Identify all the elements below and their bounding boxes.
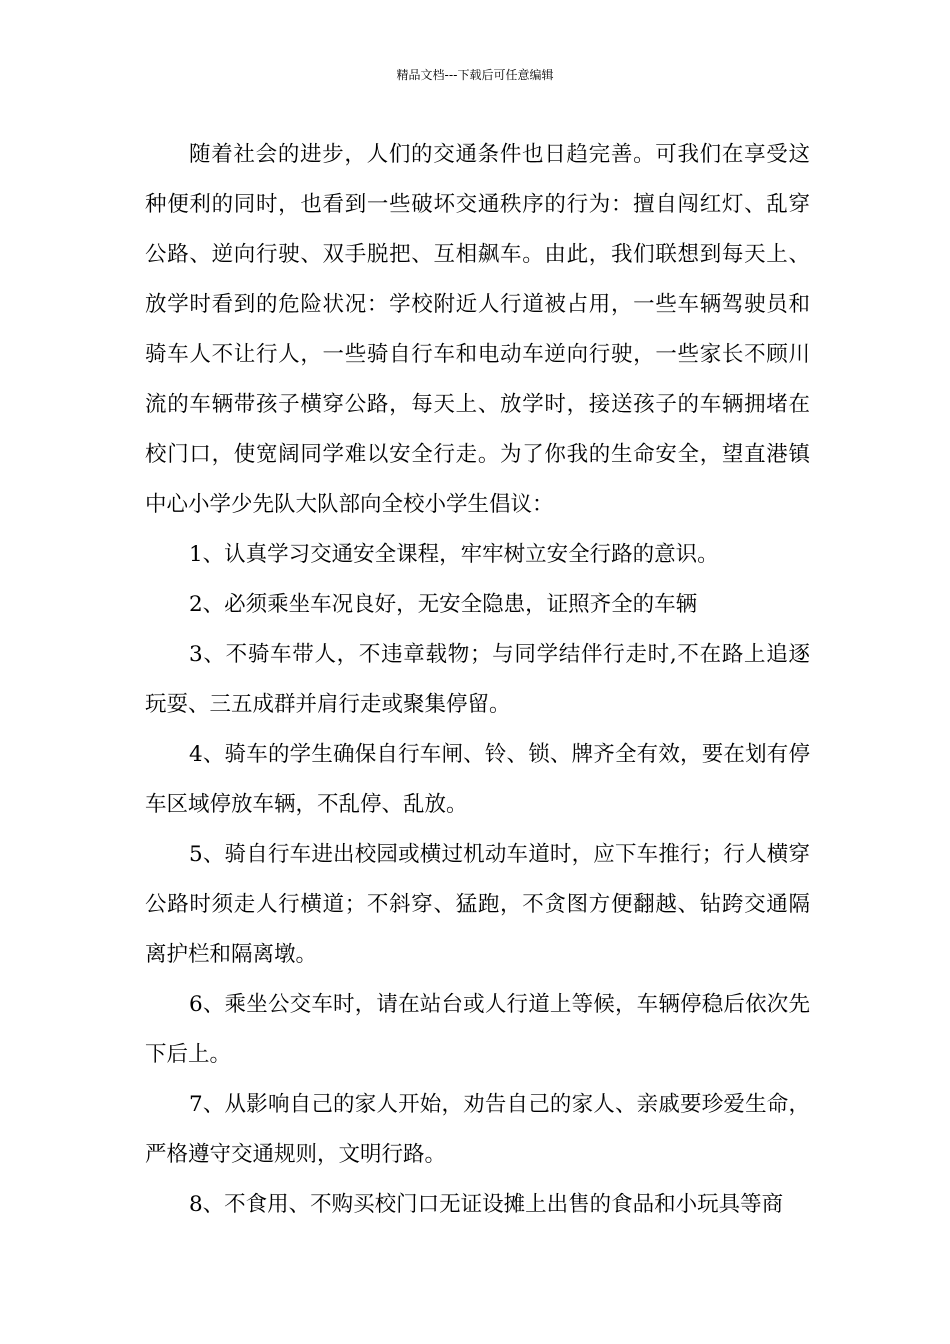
proposal-item-5: 5、骑自行车进出校园或横过机动车道时，应下车推行；行人横穿公路时须走人行横道；不斜穿、猛跑，不贪图方便翻越、钻跨交通隔离护栏和隔离墩。 <box>145 842 810 967</box>
proposal-item-1: 1、认真学习交通安全课程，牢牢树立安全行路的意识。 <box>189 542 719 567</box>
document-body <box>145 130 810 1230</box>
intro-paragraph: 随着社会的进步，人们的交通条件也日趋完善。可我们在享受这种便利的同时，也看到一些破坏交通秩序的行为：擅自闯红灯、乱穿公路、逆向行驶、双手脱把、互相飙车。由此，我们联想到每天上、放学时看到的危险状况：学校附近人行道被占用，一些车辆驾驶员和骑车人不让行人，一些骑自行车和电动车逆向行驶，一些家长不顾川流的车辆带孩子横穿公路，每天上、放学时，接送孩子的车辆拥堵在校门口，使宽阔同学难以安全行走。为了你我的生命安全，望直港镇中心小学少先队大队部向全校小学生倡议： <box>145 142 810 517</box>
proposal-item-3: 3、不骑车带人，不违章载物；与同学结伴行走时,不在路上追逐玩耍、三五成群并肩行走或聚集停留。 <box>145 642 810 717</box>
page-header: 精品文档---下载后可任意编辑 <box>396 68 554 82</box>
proposal-item-8: 8、不食用、不购买校门口无证设摊上出售的食品和小玩具等商 <box>189 1192 784 1217</box>
proposal-item-7: 7、从影响自己的家人开始，劝告自己的家人、亲戚要珍爱生命，严格遵守交通规则，文明行路。 <box>145 1092 810 1167</box>
proposal-item-4: 4、骑车的学生确保自行车闸、铃、锁、牌齐全有效，要在划有停车区域停放车辆，不乱停、乱放。 <box>145 742 810 817</box>
proposal-item-6: 6、乘坐公交车时，请在站台或人行道上等候，车辆停稳后依次先下后上。 <box>145 992 810 1067</box>
proposal-item-2: 2、必须乘坐车况良好，无安全隐患，证照齐全的车辆 <box>189 592 698 617</box>
